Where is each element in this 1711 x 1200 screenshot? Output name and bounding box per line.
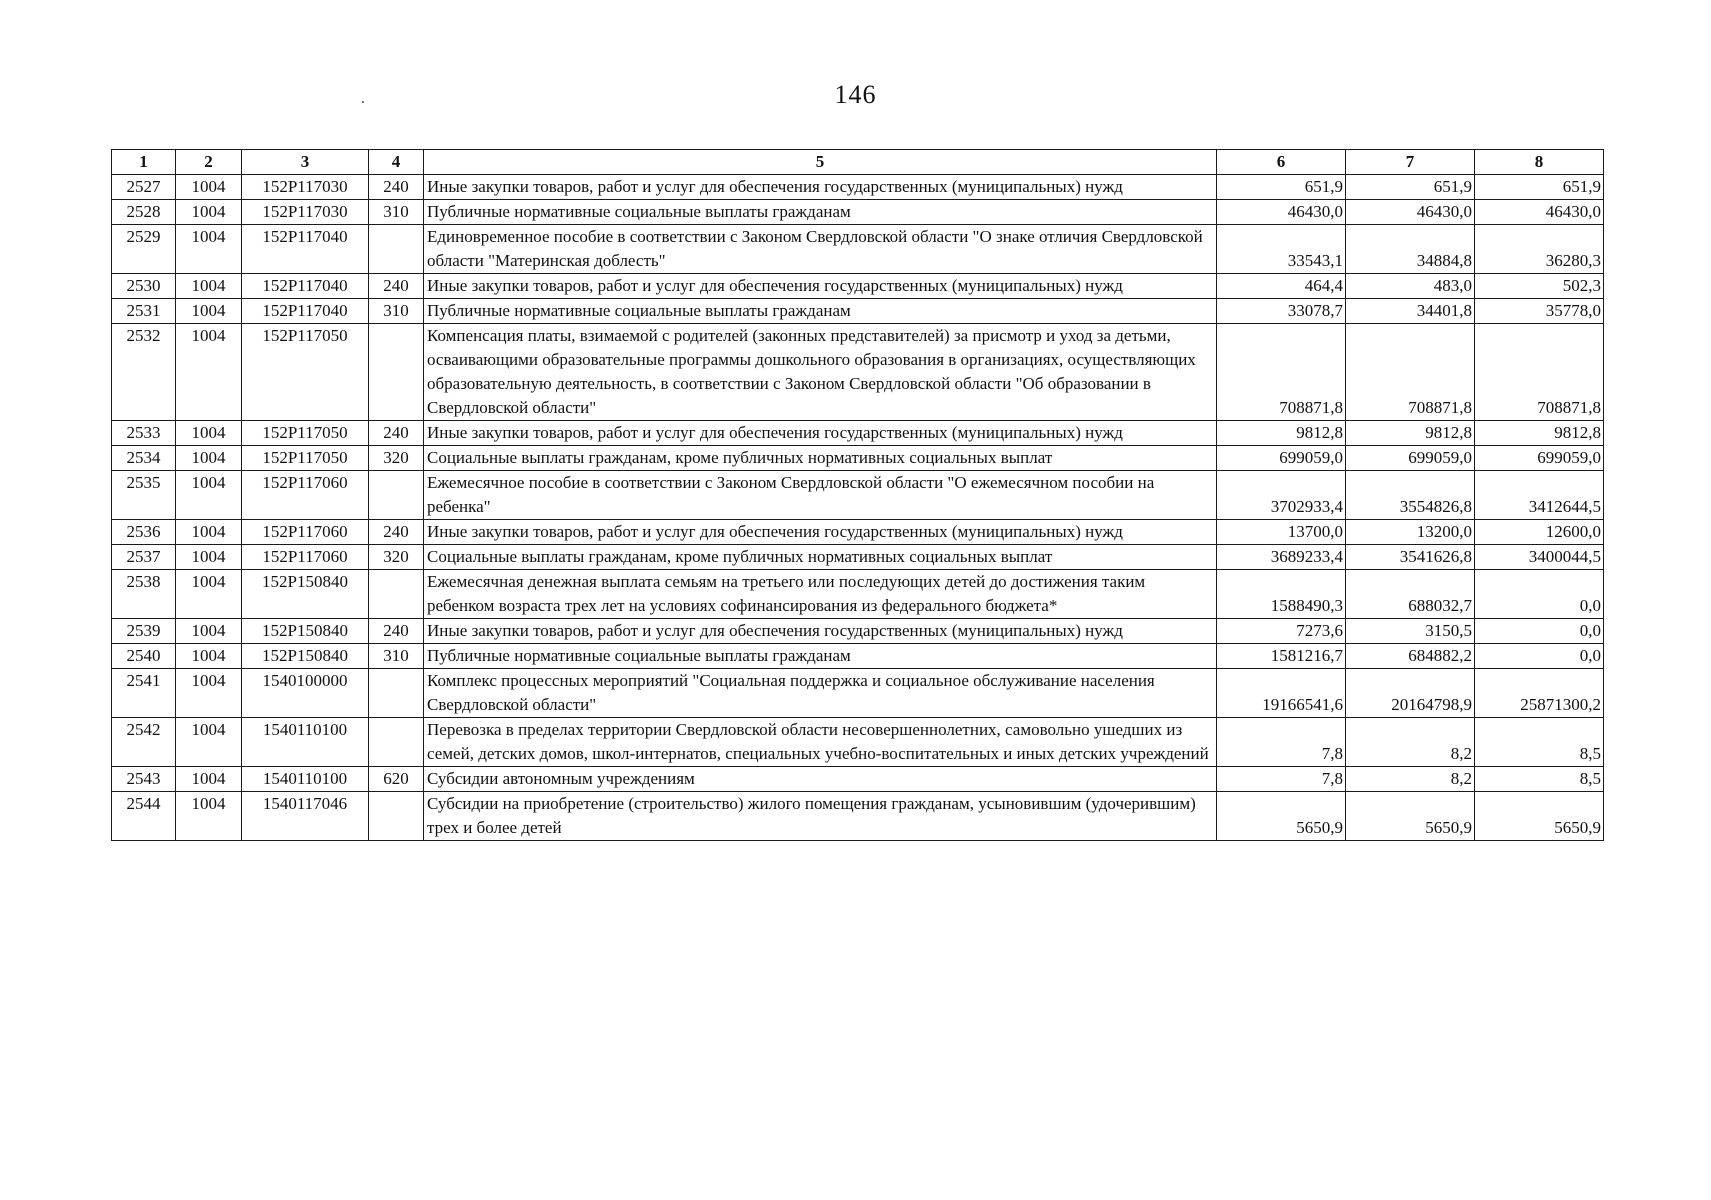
expense-type-code: 310 bbox=[369, 200, 424, 225]
target-article-code: 1540110100 bbox=[242, 767, 369, 792]
amount-year-3: 699059,0 bbox=[1475, 446, 1604, 471]
section-code: 1004 bbox=[176, 324, 242, 421]
row-number: 2532 bbox=[112, 324, 176, 421]
amount-year-3: 651,9 bbox=[1475, 175, 1604, 200]
amount-year-2: 8,2 bbox=[1346, 767, 1475, 792]
row-number: 2536 bbox=[112, 520, 176, 545]
amount-year-2: 8,2 bbox=[1346, 718, 1475, 767]
amount-year-2: 651,9 bbox=[1346, 175, 1475, 200]
amount-year-2: 688032,7 bbox=[1346, 570, 1475, 619]
item-description: Иные закупки товаров, работ и услуг для обеспечения государственных (муниципальных) нужд bbox=[424, 175, 1217, 200]
header-row bbox=[112, 150, 1604, 175]
table-row bbox=[112, 446, 1604, 471]
amount-year-2: 3554826,8 bbox=[1346, 471, 1475, 520]
section-code: 1004 bbox=[176, 792, 242, 841]
table-row bbox=[112, 767, 1604, 792]
amount-year-1: 651,9 bbox=[1217, 175, 1346, 200]
table-row bbox=[112, 471, 1604, 520]
item-description: Компенсация платы, взимаемой с родителей (законных представителей) за присмотр и уход за детьми, осваивающими образовательные программы дошкольного образования в организациях, осуществляющих образовательную деятельность, в соответствии с Законом Свердловской области "Об образовании в Свердловской области" bbox=[424, 324, 1217, 421]
item-description: Ежемесячное пособие в соответствии с Законом Свердловской области "О ежемесячном пособии на ребенка" bbox=[424, 471, 1217, 520]
amount-year-3: 708871,8 bbox=[1475, 324, 1604, 421]
col-header-1: 1 bbox=[112, 150, 176, 175]
expense-type-code bbox=[369, 225, 424, 274]
amount-year-1: 7,8 bbox=[1217, 718, 1346, 767]
amount-year-1: 464,4 bbox=[1217, 274, 1346, 299]
expense-type-code bbox=[369, 718, 424, 767]
amount-year-1: 46430,0 bbox=[1217, 200, 1346, 225]
budget-table bbox=[111, 149, 1604, 841]
col-header-7: 7 bbox=[1346, 150, 1475, 175]
item-description: Субсидии автономным учреждениям bbox=[424, 767, 1217, 792]
amount-year-1: 19166541,6 bbox=[1217, 669, 1346, 718]
row-number: 2541 bbox=[112, 669, 176, 718]
amount-year-1: 7,8 bbox=[1217, 767, 1346, 792]
col-header-6: 6 bbox=[1217, 150, 1346, 175]
item-description: Публичные нормативные социальные выплаты гражданам bbox=[424, 644, 1217, 669]
expense-type-code: 240 bbox=[369, 175, 424, 200]
item-description: Иные закупки товаров, работ и услуг для обеспечения государственных (муниципальных) нужд bbox=[424, 520, 1217, 545]
amount-year-2: 5650,9 bbox=[1346, 792, 1475, 841]
target-article-code: 1540117046 bbox=[242, 792, 369, 841]
table-row bbox=[112, 619, 1604, 644]
item-description: Публичные нормативные социальные выплаты гражданам bbox=[424, 299, 1217, 324]
amount-year-3: 0,0 bbox=[1475, 570, 1604, 619]
amount-year-3: 5650,9 bbox=[1475, 792, 1604, 841]
section-code: 1004 bbox=[176, 299, 242, 324]
expense-type-code bbox=[369, 471, 424, 520]
row-number: 2538 bbox=[112, 570, 176, 619]
table-row bbox=[112, 200, 1604, 225]
section-code: 1004 bbox=[176, 619, 242, 644]
table-body bbox=[112, 175, 1604, 841]
row-number: 2537 bbox=[112, 545, 176, 570]
table-row bbox=[112, 274, 1604, 299]
item-description: Ежемесячная денежная выплата семьям на третьего или последующих детей до достижения таким ребенком возраста трех лет на условиях софинансирования из федерального бюджета* bbox=[424, 570, 1217, 619]
item-description: Комплекс процессных мероприятий "Социальная поддержка и социальное обслуживание населения Свердловской области" bbox=[424, 669, 1217, 718]
row-number: 2544 bbox=[112, 792, 176, 841]
section-code: 1004 bbox=[176, 669, 242, 718]
amount-year-2: 483,0 bbox=[1346, 274, 1475, 299]
row-number: 2542 bbox=[112, 718, 176, 767]
table-row bbox=[112, 324, 1604, 421]
expense-type-code: 310 bbox=[369, 644, 424, 669]
row-number: 2529 bbox=[112, 225, 176, 274]
amount-year-3: 35778,0 bbox=[1475, 299, 1604, 324]
amount-year-2: 34401,8 bbox=[1346, 299, 1475, 324]
amount-year-3: 8,5 bbox=[1475, 718, 1604, 767]
item-description: Иные закупки товаров, работ и услуг для обеспечения государственных (муниципальных) нужд bbox=[424, 619, 1217, 644]
table-row bbox=[112, 520, 1604, 545]
amount-year-1: 33078,7 bbox=[1217, 299, 1346, 324]
table-row bbox=[112, 545, 1604, 570]
table-row bbox=[112, 570, 1604, 619]
section-code: 1004 bbox=[176, 421, 242, 446]
item-description: Субсидии на приобретение (строительство) жилого помещения гражданам, усыновившим (удочерившим) трех и более детей bbox=[424, 792, 1217, 841]
expense-type-code: 240 bbox=[369, 520, 424, 545]
target-article-code: 152P117040 bbox=[242, 225, 369, 274]
expense-type-code: 240 bbox=[369, 274, 424, 299]
row-number: 2540 bbox=[112, 644, 176, 669]
section-code: 1004 bbox=[176, 175, 242, 200]
section-code: 1004 bbox=[176, 225, 242, 274]
amount-year-2: 3150,5 bbox=[1346, 619, 1475, 644]
target-article-code: 1540110100 bbox=[242, 718, 369, 767]
row-number: 2527 bbox=[112, 175, 176, 200]
item-description: Социальные выплаты гражданам, кроме публичных нормативных социальных выплат bbox=[424, 545, 1217, 570]
row-number: 2535 bbox=[112, 471, 176, 520]
amount-year-1: 9812,8 bbox=[1217, 421, 1346, 446]
row-number: 2539 bbox=[112, 619, 176, 644]
target-article-code: 152P117030 bbox=[242, 200, 369, 225]
scan-speck bbox=[362, 101, 364, 103]
target-article-code: 152P150840 bbox=[242, 570, 369, 619]
amount-year-3: 46430,0 bbox=[1475, 200, 1604, 225]
amount-year-2: 20164798,9 bbox=[1346, 669, 1475, 718]
target-article-code: 152P150840 bbox=[242, 644, 369, 669]
amount-year-1: 1581216,7 bbox=[1217, 644, 1346, 669]
expense-type-code bbox=[369, 324, 424, 421]
amount-year-3: 36280,3 bbox=[1475, 225, 1604, 274]
section-code: 1004 bbox=[176, 471, 242, 520]
section-code: 1004 bbox=[176, 767, 242, 792]
col-header-5: 5 bbox=[424, 150, 1217, 175]
amount-year-3: 502,3 bbox=[1475, 274, 1604, 299]
expense-type-code: 620 bbox=[369, 767, 424, 792]
table-row bbox=[112, 718, 1604, 767]
row-number: 2543 bbox=[112, 767, 176, 792]
col-header-4: 4 bbox=[369, 150, 424, 175]
amount-year-3: 0,0 bbox=[1475, 619, 1604, 644]
amount-year-3: 0,0 bbox=[1475, 644, 1604, 669]
target-article-code: 1540100000 bbox=[242, 669, 369, 718]
table-row bbox=[112, 669, 1604, 718]
amount-year-3: 3412644,5 bbox=[1475, 471, 1604, 520]
expense-type-code: 320 bbox=[369, 545, 424, 570]
item-description: Перевозка в пределах территории Свердловской области несовершеннолетних, самовольно ушедших из семей, детских домов, школ-интернатов, специальных учебно-воспитательных и иных детских учреждений bbox=[424, 718, 1217, 767]
expense-type-code: 240 bbox=[369, 619, 424, 644]
item-description: Публичные нормативные социальные выплаты гражданам bbox=[424, 200, 1217, 225]
target-article-code: 152P117040 bbox=[242, 274, 369, 299]
target-article-code: 152P117060 bbox=[242, 520, 369, 545]
row-number: 2533 bbox=[112, 421, 176, 446]
section-code: 1004 bbox=[176, 718, 242, 767]
item-description: Единовременное пособие в соответствии с Законом Свердловской области "О знаке отличия Свердловской области "Материнская доблесть" bbox=[424, 225, 1217, 274]
amount-year-2: 3541626,8 bbox=[1346, 545, 1475, 570]
amount-year-1: 33543,1 bbox=[1217, 225, 1346, 274]
target-article-code: 152P117060 bbox=[242, 545, 369, 570]
amount-year-2: 13200,0 bbox=[1346, 520, 1475, 545]
page-number: 146 bbox=[834, 80, 877, 109]
row-number: 2530 bbox=[112, 274, 176, 299]
amount-year-3: 9812,8 bbox=[1475, 421, 1604, 446]
amount-year-3: 3400044,5 bbox=[1475, 545, 1604, 570]
section-code: 1004 bbox=[176, 545, 242, 570]
expense-type-code bbox=[369, 669, 424, 718]
amount-year-2: 46430,0 bbox=[1346, 200, 1475, 225]
expense-type-code: 320 bbox=[369, 446, 424, 471]
row-number: 2534 bbox=[112, 446, 176, 471]
target-article-code: 152P117060 bbox=[242, 471, 369, 520]
target-article-code: 152P117050 bbox=[242, 324, 369, 421]
target-article-code: 152P117050 bbox=[242, 446, 369, 471]
amount-year-2: 34884,8 bbox=[1346, 225, 1475, 274]
row-number: 2531 bbox=[112, 299, 176, 324]
section-code: 1004 bbox=[176, 274, 242, 299]
table-row bbox=[112, 792, 1604, 841]
table-row bbox=[112, 299, 1604, 324]
target-article-code: 152P117050 bbox=[242, 421, 369, 446]
amount-year-1: 7273,6 bbox=[1217, 619, 1346, 644]
amount-year-3: 8,5 bbox=[1475, 767, 1604, 792]
expense-type-code bbox=[369, 570, 424, 619]
table-row bbox=[112, 225, 1604, 274]
amount-year-1: 3702933,4 bbox=[1217, 471, 1346, 520]
target-article-code: 152P117040 bbox=[242, 299, 369, 324]
table-row bbox=[112, 421, 1604, 446]
amount-year-1: 5650,9 bbox=[1217, 792, 1346, 841]
table-row bbox=[112, 644, 1604, 669]
amount-year-2: 684882,2 bbox=[1346, 644, 1475, 669]
expense-type-code: 310 bbox=[369, 299, 424, 324]
amount-year-2: 699059,0 bbox=[1346, 446, 1475, 471]
target-article-code: 152P150840 bbox=[242, 619, 369, 644]
section-code: 1004 bbox=[176, 520, 242, 545]
section-code: 1004 bbox=[176, 644, 242, 669]
expense-type-code bbox=[369, 792, 424, 841]
amount-year-1: 708871,8 bbox=[1217, 324, 1346, 421]
amount-year-3: 25871300,2 bbox=[1475, 669, 1604, 718]
section-code: 1004 bbox=[176, 446, 242, 471]
col-header-8: 8 bbox=[1475, 150, 1604, 175]
expense-type-code: 240 bbox=[369, 421, 424, 446]
amount-year-1: 13700,0 bbox=[1217, 520, 1346, 545]
amount-year-1: 3689233,4 bbox=[1217, 545, 1346, 570]
target-article-code: 152P117030 bbox=[242, 175, 369, 200]
section-code: 1004 bbox=[176, 200, 242, 225]
amount-year-3: 12600,0 bbox=[1475, 520, 1604, 545]
item-description: Иные закупки товаров, работ и услуг для обеспечения государственных (муниципальных) нужд bbox=[424, 274, 1217, 299]
table-row bbox=[112, 175, 1604, 200]
col-header-3: 3 bbox=[242, 150, 369, 175]
amount-year-2: 9812,8 bbox=[1346, 421, 1475, 446]
item-description: Иные закупки товаров, работ и услуг для обеспечения государственных (муниципальных) нужд bbox=[424, 421, 1217, 446]
section-code: 1004 bbox=[176, 570, 242, 619]
row-number: 2528 bbox=[112, 200, 176, 225]
amount-year-2: 708871,8 bbox=[1346, 324, 1475, 421]
amount-year-1: 1588490,3 bbox=[1217, 570, 1346, 619]
item-description: Социальные выплаты гражданам, кроме публичных нормативных социальных выплат bbox=[424, 446, 1217, 471]
col-header-2: 2 bbox=[176, 150, 242, 175]
amount-year-1: 699059,0 bbox=[1217, 446, 1346, 471]
